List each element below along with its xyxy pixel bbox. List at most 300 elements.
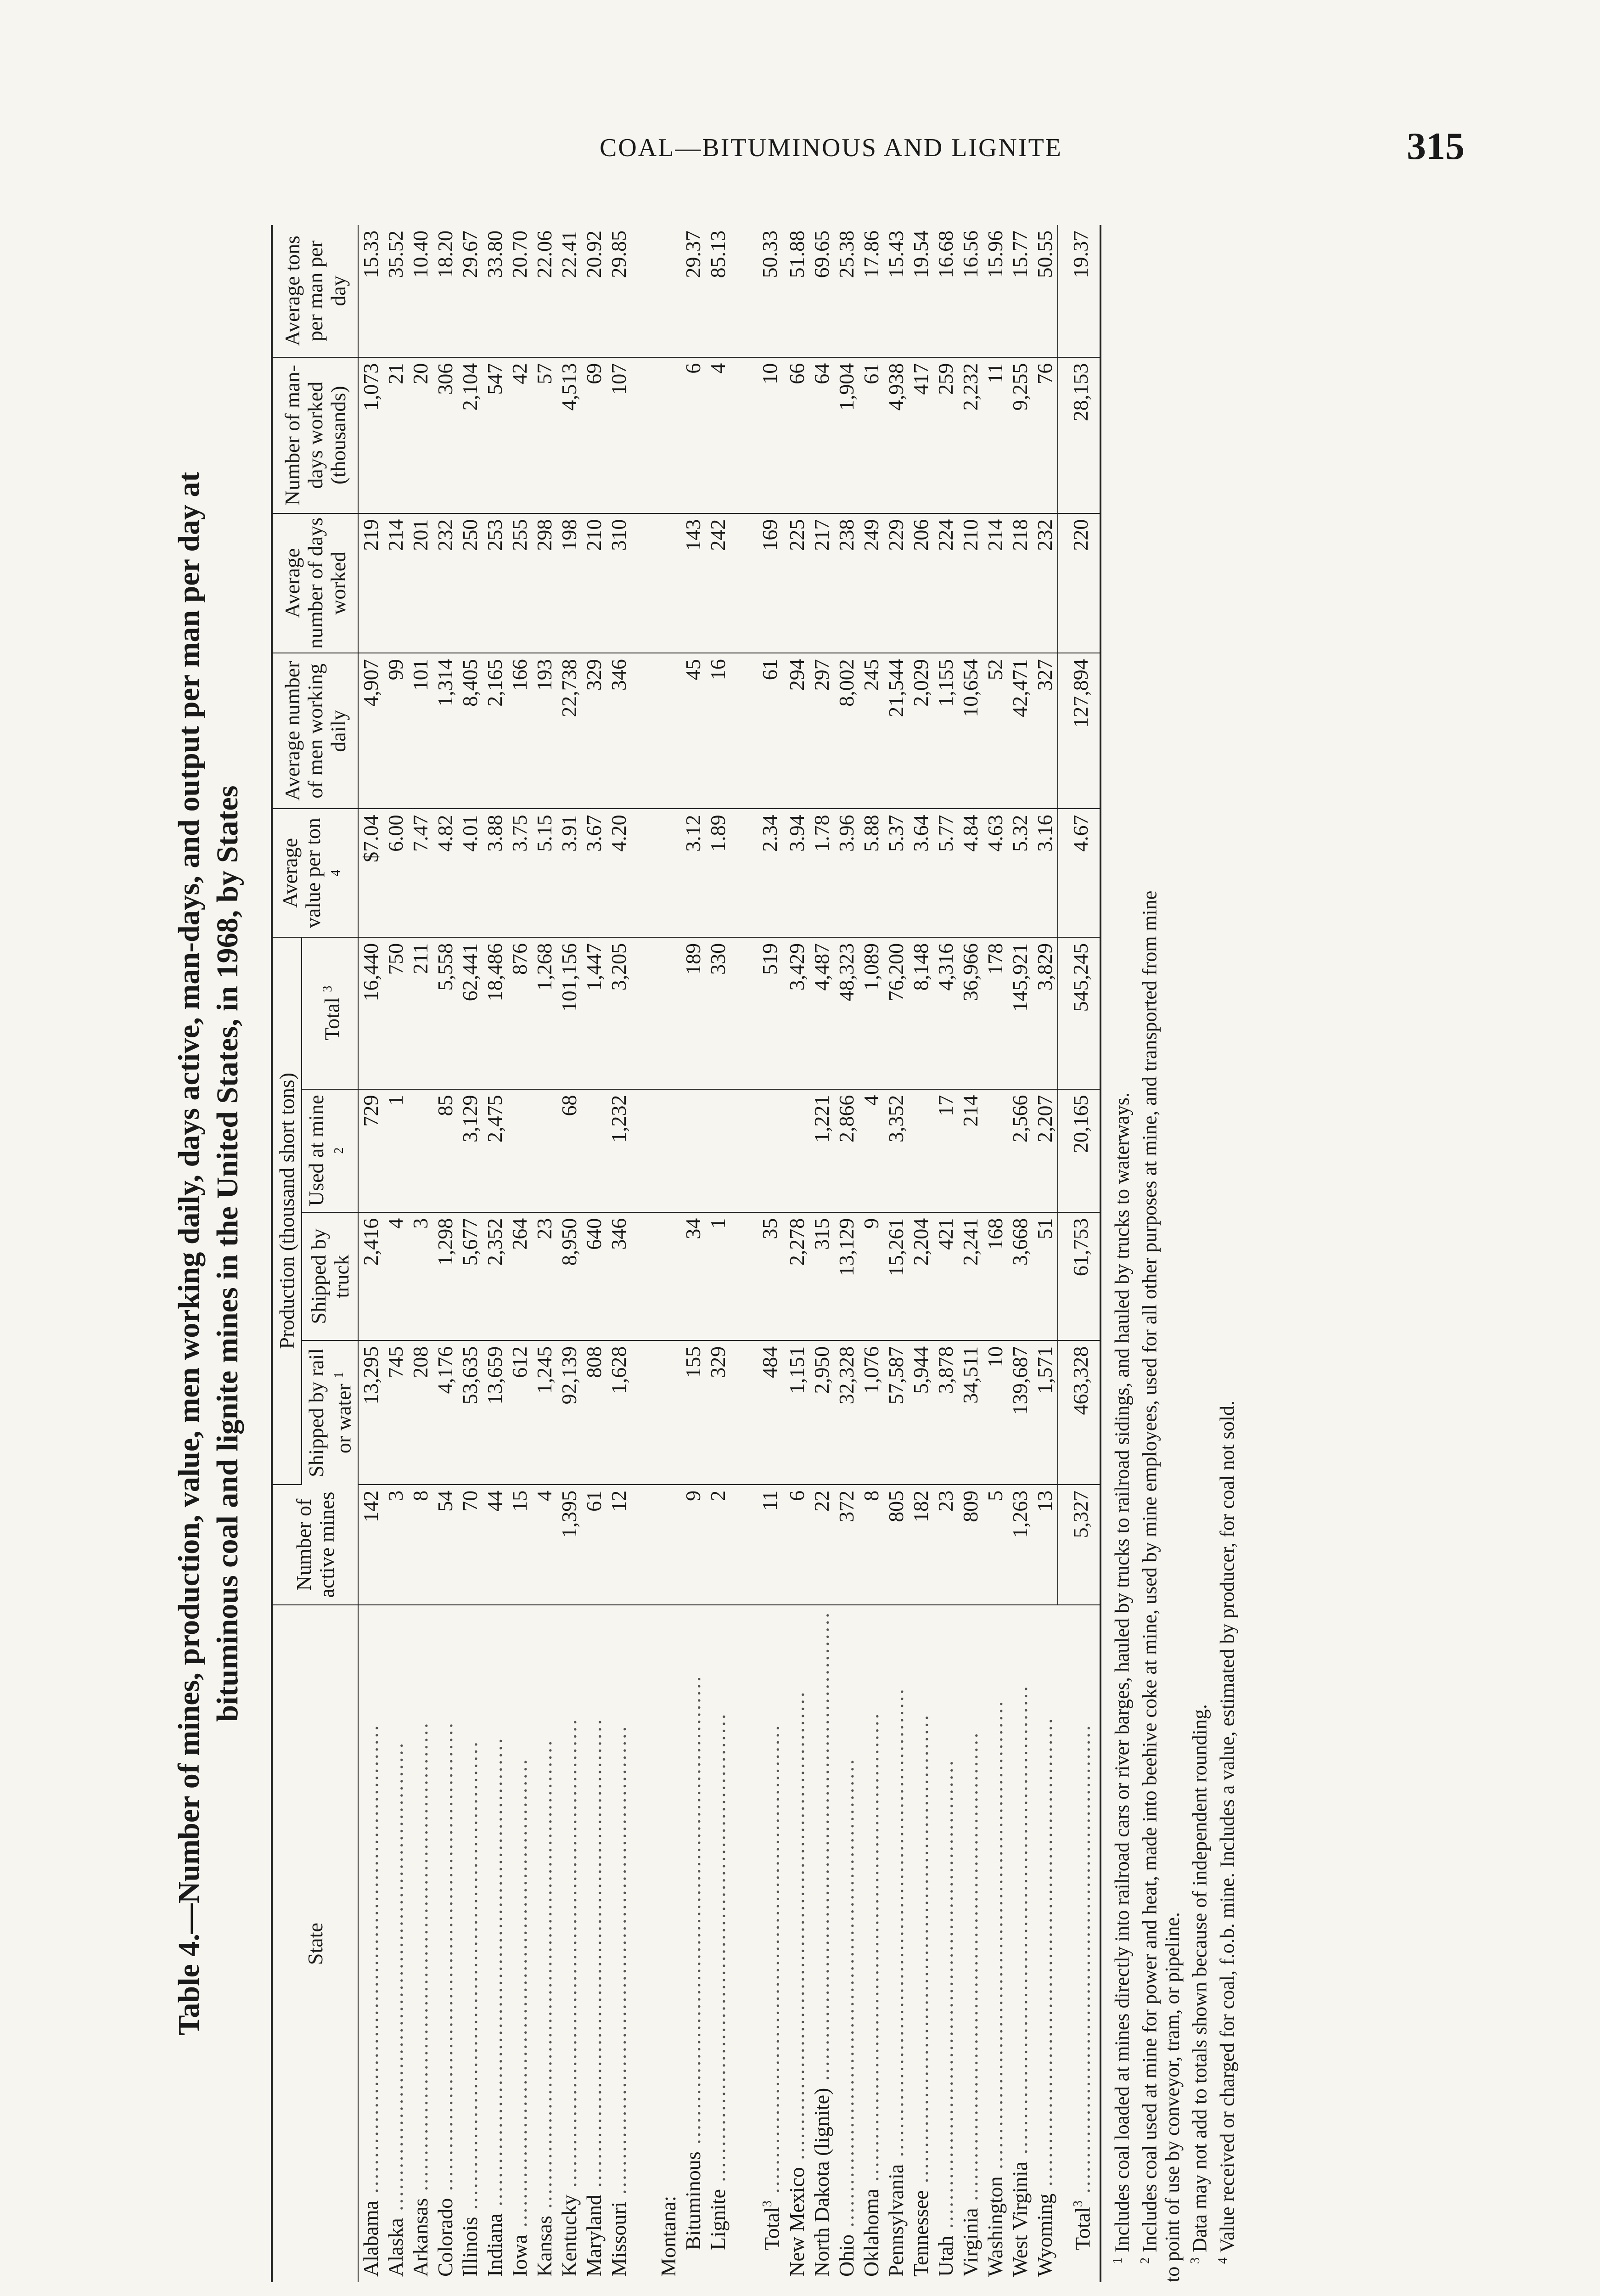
cell-days: 229 [884, 513, 909, 653]
cell-truck: 23 [532, 1212, 557, 1340]
cell-rail: 612 [507, 1340, 532, 1485]
table-title [170, 225, 247, 2282]
montana-label-row [656, 225, 681, 2282]
cell-truck: 13,129 [834, 1212, 859, 1340]
state-name: Maryland .................................................................. [582, 1717, 606, 2277]
cell-days: 217 [809, 513, 834, 653]
cell-tons: 50.33 [755, 225, 784, 357]
table-row [358, 225, 383, 2282]
cell-value: 5.77 [933, 809, 958, 937]
cell-used: 1,232 [606, 1089, 631, 1212]
cell-tons: 22.41 [557, 225, 582, 357]
header-days-worked: Average number of days worked [272, 513, 358, 653]
cell-mandays: 69 [582, 357, 606, 513]
cell-rail: 808 [582, 1340, 606, 1485]
cell-truck: 34 [681, 1212, 706, 1340]
cell-total: 1,089 [859, 937, 884, 1089]
state-name: Pennsylvania .................................................................. [884, 1687, 908, 2277]
cell-days: 232 [433, 513, 458, 653]
cell-total: 750 [383, 937, 408, 1089]
cell-total: 4,316 [933, 937, 958, 1089]
cell-men: 22,738 [557, 653, 582, 809]
state-name: Oklahoma .................................................................. [859, 1711, 883, 2277]
cell-value: 3.12 [681, 809, 706, 937]
state-name: Ohio .................................................................. [834, 1757, 858, 2277]
cell-value: 5.37 [884, 809, 909, 937]
cell-days: 214 [983, 513, 1008, 653]
cell-mandays: 11 [983, 357, 1008, 513]
cell-men: 245 [859, 653, 884, 809]
cell-men: 99 [383, 653, 408, 809]
state-name: West Virginia .................................................................. [1008, 1684, 1032, 2277]
cell-mandays: 61 [859, 357, 884, 513]
cell-used: 2,475 [483, 1089, 507, 1212]
state-name: Missouri .................................................................. [607, 1724, 631, 2277]
cell-truck: 8,950 [557, 1212, 582, 1340]
cell-rail: 13,659 [483, 1340, 507, 1485]
cell-men: 8,405 [458, 653, 483, 809]
cell-used: 1 [383, 1089, 408, 1212]
cell-men: 193 [532, 653, 557, 809]
cell-rail: 2,950 [809, 1340, 834, 1485]
table-row [1008, 225, 1033, 2282]
cell-days: 214 [383, 513, 408, 653]
state-name: Alaska .................................................................. [384, 1741, 408, 2277]
cell-value: 4.84 [958, 809, 983, 937]
cell-rail: 4,176 [433, 1340, 458, 1485]
row-spacer [631, 225, 656, 2282]
cell-value: 4.82 [433, 809, 458, 937]
table-row [383, 225, 408, 2282]
table-row [1033, 225, 1058, 2282]
footnotes [1106, 225, 1239, 2282]
cell-used: 2,207 [1033, 1089, 1058, 1212]
cell-mines: 22 [809, 1485, 834, 1605]
cell-men: 2,165 [483, 653, 507, 809]
cell-rail: 1,245 [532, 1340, 557, 1485]
running-head: COAL—BITUMINOUS AND LIGNITE [599, 134, 1063, 162]
state-name: Colorado .................................................................. [433, 1721, 457, 2277]
cell-days: 232 [1033, 513, 1058, 653]
cell-rail: 34,511 [958, 1340, 983, 1485]
header-used-at-mine: Used at mine $^2$ [302, 1089, 358, 1212]
cell-used [532, 1089, 557, 1212]
cell-total: 5,558 [433, 937, 458, 1089]
cell-mandays: 21 [383, 357, 408, 513]
cell-days: 198 [557, 513, 582, 653]
cell-days: 201 [408, 513, 433, 653]
cell-rail: 329 [706, 1340, 730, 1485]
cell-total: 36,966 [958, 937, 983, 1089]
cell-days: 255 [507, 513, 532, 653]
cell-tons: 69.65 [809, 225, 834, 357]
table-row [809, 225, 834, 2282]
cell-rail: 10 [983, 1340, 1008, 1485]
table-row [834, 225, 859, 2282]
cell-value: 4.67 [1058, 809, 1100, 937]
cell-mandays: 4,513 [557, 357, 582, 513]
cell-used [706, 1089, 730, 1212]
cell-mines: 70 [458, 1485, 483, 1605]
table-row [507, 225, 532, 2282]
cell-tons: 85.13 [706, 225, 730, 357]
cell-truck: 640 [582, 1212, 606, 1340]
cell-days: 225 [785, 513, 809, 653]
cell-value: 3.67 [582, 809, 606, 937]
cell-total: 8,148 [909, 937, 933, 1089]
cell-days: 206 [909, 513, 933, 653]
cell-tons: 29.37 [681, 225, 706, 357]
footnote-2: $^2$ Includes coal used at mine for power and heat, made into beehive coke at mine, used by mine employees, used for all other purposes at mine, and transported from mine [1138, 890, 1161, 2264]
state-name: Lignite .................................................................. [706, 1712, 730, 2250]
header-total: Total $^3$ [302, 937, 358, 1089]
cell-truck: 5,677 [458, 1212, 483, 1340]
cell-mandays: 6 [681, 357, 706, 513]
cell-mandays: 4 [706, 357, 730, 513]
cell-days: 219 [358, 513, 383, 653]
cell-rail: 463,328 [1058, 1340, 1100, 1485]
cell-used: 2,566 [1008, 1089, 1033, 1212]
cell-tons: 20.92 [582, 225, 606, 357]
cell-days: 238 [834, 513, 859, 653]
cell-truck: 61,753 [1058, 1212, 1100, 1340]
cell-used [755, 1089, 784, 1212]
cell-tons: 18.20 [433, 225, 458, 357]
cell-men: 166 [507, 653, 532, 809]
cell-rail: 1,151 [785, 1340, 809, 1485]
cell-total: 16,440 [358, 937, 383, 1089]
cell-rail: 1,628 [606, 1340, 631, 1485]
table-row [859, 225, 884, 2282]
cell-mandays: 259 [933, 357, 958, 513]
state-name: Wyoming .................................................................. [1033, 1716, 1057, 2277]
cell-used: 68 [557, 1089, 582, 1212]
cell-total: 3,429 [785, 937, 809, 1089]
cell-total: 211 [408, 937, 433, 1089]
cell-rail: 5,944 [909, 1340, 933, 1485]
cell-value: 5.32 [1008, 809, 1033, 937]
cell-total: 519 [755, 937, 784, 1089]
cell-days: 249 [859, 513, 884, 653]
cell-used: 4 [859, 1089, 884, 1212]
montana-label: Montana: [657, 2195, 680, 2277]
header-man-days: Number of man-days worked (thousands) [272, 357, 358, 513]
cell-men: 127,894 [1058, 653, 1100, 809]
cell-rail: 57,587 [884, 1340, 909, 1485]
cell-mandays: 10 [755, 357, 784, 513]
cell-used: 85 [433, 1089, 458, 1212]
cell-total: 76,200 [884, 937, 909, 1089]
cell-used [909, 1089, 933, 1212]
cell-truck: 421 [933, 1212, 958, 1340]
cell-total: 1,268 [532, 937, 557, 1089]
cell-tons: 29.67 [458, 225, 483, 357]
cell-total: 1,447 [582, 937, 606, 1089]
cell-days: 218 [1008, 513, 1033, 653]
cell-value: 3.88 [483, 809, 507, 937]
cell-mandays: 28,153 [1058, 357, 1100, 513]
cell-mines: 1,263 [1008, 1485, 1033, 1605]
cell-total: 178 [983, 937, 1008, 1089]
state-name: Indiana .................................................................. [483, 1736, 507, 2277]
cell-total: 101,156 [557, 937, 582, 1089]
header-production-group: Production (thousand short tons) [272, 937, 302, 1485]
cell-truck: 35 [755, 1212, 784, 1340]
cell-total: 189 [681, 937, 706, 1089]
table-row [606, 225, 631, 2282]
table-row [909, 225, 933, 2282]
header-shipped-truck: Shipped by truck [302, 1212, 358, 1340]
cell-mandays: 66 [785, 357, 809, 513]
cell-truck: 2,352 [483, 1212, 507, 1340]
table-row [983, 225, 1008, 2282]
cell-mandays: 64 [809, 357, 834, 513]
cell-total: 876 [507, 937, 532, 1089]
table-row [681, 225, 706, 2282]
cell-total: 330 [706, 937, 730, 1089]
state-name: Tennessee .................................................................. [909, 1713, 932, 2277]
cell-mandays: 42 [507, 357, 532, 513]
cell-mandays: 547 [483, 357, 507, 513]
cell-used [507, 1089, 532, 1212]
cell-truck: 315 [809, 1212, 834, 1340]
cell-men: 45 [681, 653, 706, 809]
cell-mines: 5,327 [1058, 1485, 1100, 1605]
state-name: Alabama .................................................................. [359, 1723, 383, 2277]
cell-tons: 51.88 [785, 225, 809, 357]
cell-value: 1.78 [809, 809, 834, 937]
cell-mandays: 2,232 [958, 357, 983, 513]
table-row [557, 225, 582, 2282]
state-name: Bituminous .................................................................. [681, 1674, 705, 2250]
table-row [532, 225, 557, 2282]
table-row [582, 225, 606, 2282]
cell-tons: 33.80 [483, 225, 507, 357]
state-name: New Mexico .................................................................. [785, 1690, 808, 2277]
cell-tons: 35.52 [383, 225, 408, 357]
cell-mines: 6 [785, 1485, 809, 1605]
cell-value: 5.15 [532, 809, 557, 937]
cell-truck: 346 [606, 1212, 631, 1340]
cell-value: 1.89 [706, 809, 730, 937]
cell-truck: 2,416 [358, 1212, 383, 1340]
cell-total: 145,921 [1008, 937, 1033, 1089]
cell-used [681, 1089, 706, 1212]
cell-men: 346 [606, 653, 631, 809]
table-row [433, 225, 458, 2282]
cell-days: 169 [755, 513, 784, 653]
cell-truck: 264 [507, 1212, 532, 1340]
cell-days: 298 [532, 513, 557, 653]
cell-rail: 208 [408, 1340, 433, 1485]
table-body [358, 225, 1100, 2282]
cell-men: 329 [582, 653, 606, 809]
cell-mandays: 107 [606, 357, 631, 513]
rotated-table-page [152, 225, 1263, 2282]
cell-truck: 4 [383, 1212, 408, 1340]
cell-truck: 15,261 [884, 1212, 909, 1340]
cell-tons: 17.86 [859, 225, 884, 357]
cell-men: 10,654 [958, 653, 983, 809]
cell-men: 52 [983, 653, 1008, 809]
cell-value: 2.34 [755, 809, 784, 937]
cell-men: 16 [706, 653, 730, 809]
page-number: 315 [1407, 125, 1465, 168]
cell-used: 3,352 [884, 1089, 909, 1212]
cell-truck: 3 [408, 1212, 433, 1340]
cell-mines: 13 [1033, 1485, 1058, 1605]
cell-value: 3.94 [785, 809, 809, 937]
state-name: Illinois .................................................................. [458, 1740, 482, 2277]
cell-truck: 2,278 [785, 1212, 809, 1340]
cell-mandays: 57 [532, 357, 557, 513]
state-name: Total$^3$ .................................................................. [1058, 1605, 1100, 2282]
cell-days: 224 [933, 513, 958, 653]
cell-mandays: 2,104 [458, 357, 483, 513]
cell-used: 3,129 [458, 1089, 483, 1212]
cell-mines: 142 [358, 1485, 383, 1605]
cell-mandays: 1,904 [834, 357, 859, 513]
cell-mines: 54 [433, 1485, 458, 1605]
cell-rail: 139,687 [1008, 1340, 1033, 1485]
footnote-3: $^3$ Data may not add to totals shown because of independent rounding. [1188, 1704, 1211, 2264]
cell-tons: 22.06 [532, 225, 557, 357]
cell-total: 3,829 [1033, 937, 1058, 1089]
cell-mines: 11 [755, 1485, 784, 1605]
cell-truck: 51 [1033, 1212, 1058, 1340]
cell-rail: 745 [383, 1340, 408, 1485]
cell-mines: 12 [606, 1485, 631, 1605]
cell-tons: 16.68 [933, 225, 958, 357]
cell-mines: 182 [909, 1485, 933, 1605]
table-row [408, 225, 433, 2282]
cell-used [408, 1089, 433, 1212]
cell-total: 4,487 [809, 937, 834, 1089]
cell-used [983, 1089, 1008, 1212]
cell-truck: 168 [983, 1212, 1008, 1340]
table-row [483, 225, 507, 2282]
state-name: Iowa .................................................................. [508, 1757, 532, 2277]
header-men-working: Average number of men working daily [272, 653, 358, 809]
cell-truck: 1 [706, 1212, 730, 1340]
cell-days: 242 [706, 513, 730, 653]
cell-men: 8,002 [834, 653, 859, 809]
cell-rail: 484 [755, 1340, 784, 1485]
cell-mandays: 1,073 [358, 357, 383, 513]
cell-value: 3.96 [834, 809, 859, 937]
table-row [785, 225, 809, 2282]
cell-mines: 5 [983, 1485, 1008, 1605]
cell-truck: 2,241 [958, 1212, 983, 1340]
cell-truck: 2,204 [909, 1212, 933, 1340]
cell-used: 729 [358, 1089, 383, 1212]
cell-mines: 15 [507, 1485, 532, 1605]
cell-truck: 1,298 [433, 1212, 458, 1340]
state-name: Utah .................................................................. [933, 1759, 957, 2277]
cell-used: 20,165 [1058, 1089, 1100, 1212]
cell-days: 210 [958, 513, 983, 653]
cell-mines: 44 [483, 1485, 507, 1605]
cell-used: 214 [958, 1089, 983, 1212]
cell-total: 62,441 [458, 937, 483, 1089]
cell-mines: 372 [834, 1485, 859, 1605]
cell-tons: 10.40 [408, 225, 433, 357]
cell-tons: 15.33 [358, 225, 383, 357]
header-active-mines: Number of active mines [272, 1485, 358, 1605]
cell-tons: 25.38 [834, 225, 859, 357]
cell-mines: 8 [859, 1485, 884, 1605]
cell-value: 3.75 [507, 809, 532, 937]
cell-men: 1,314 [433, 653, 458, 809]
header-shipped-rail: Shipped by rail or water $^1$ [302, 1340, 358, 1485]
table-row [884, 225, 909, 2282]
cell-rail: 155 [681, 1340, 706, 1485]
cell-tons: 50.55 [1033, 225, 1058, 357]
cell-truck: 3,668 [1008, 1212, 1033, 1340]
cell-total: 48,323 [834, 937, 859, 1089]
cell-value: 6.00 [383, 809, 408, 937]
cell-rail: 32,328 [834, 1340, 859, 1485]
cell-used: 17 [933, 1089, 958, 1212]
cell-value: 4.63 [983, 809, 1008, 937]
state-name: North Dakota (lignite) .................................................................. [809, 1611, 833, 2277]
cell-value: 3.64 [909, 809, 933, 937]
table-row [458, 225, 483, 2282]
state-name: Washington .................................................................. [983, 1699, 1007, 2277]
cell-value: 4.20 [606, 809, 631, 937]
table-row [706, 225, 730, 2282]
cell-tons: 29.85 [606, 225, 631, 357]
cell-men: 21,544 [884, 653, 909, 809]
row-spacer [730, 225, 755, 2282]
cell-tons: 16.56 [958, 225, 983, 357]
cell-men: 297 [809, 653, 834, 809]
cell-tons: 15.77 [1008, 225, 1033, 357]
cell-value: 3.16 [1033, 809, 1058, 937]
cell-mines: 3 [383, 1485, 408, 1605]
cell-days: 143 [681, 513, 706, 653]
grand-total-row [1058, 225, 1100, 2282]
footnote-1: $^1$ Includes coal loaded at mines directly into railroad cars or river barges, hauled by trucks to railroad sidings, and hauled by trucks to waterways. [1111, 1092, 1134, 2264]
cell-rail: 13,295 [358, 1340, 383, 1485]
cell-mandays: 306 [433, 357, 458, 513]
cell-total: 18,486 [483, 937, 507, 1089]
cell-value: $7.04 [358, 809, 383, 937]
cell-tons: 20.70 [507, 225, 532, 357]
state-name: Total$^3$ .................................................................. [760, 1723, 784, 2250]
cell-tons: 15.96 [983, 225, 1008, 357]
footnote-2-continued: to point of use by conveyor, tram, or pipeline. [1161, 1912, 1184, 2282]
cell-mandays: 76 [1033, 357, 1058, 513]
cell-mandays: 9,255 [1008, 357, 1033, 513]
cell-value: 4.01 [458, 809, 483, 937]
cell-used [785, 1089, 809, 1212]
coal-production-table [271, 225, 1101, 2282]
cell-truck: 9 [859, 1212, 884, 1340]
cell-mines: 8 [408, 1485, 433, 1605]
table-row [958, 225, 983, 2282]
cell-mines: 4 [532, 1485, 557, 1605]
cell-total: 3,205 [606, 937, 631, 1089]
cell-used: 2,866 [834, 1089, 859, 1212]
cell-men: 4,907 [358, 653, 383, 809]
cell-mines: 1,395 [557, 1485, 582, 1605]
header-average-value: Average value per ton $^4$ [272, 809, 358, 937]
cell-mandays: 4,938 [884, 357, 909, 513]
state-name: Kansas .................................................................. [533, 1739, 556, 2277]
table-title-line-1: Table 4.—Number of mines, production, value, men working daily, days active, man-days, and output per man per day at [172, 472, 206, 2036]
cell-value: 5.88 [859, 809, 884, 937]
